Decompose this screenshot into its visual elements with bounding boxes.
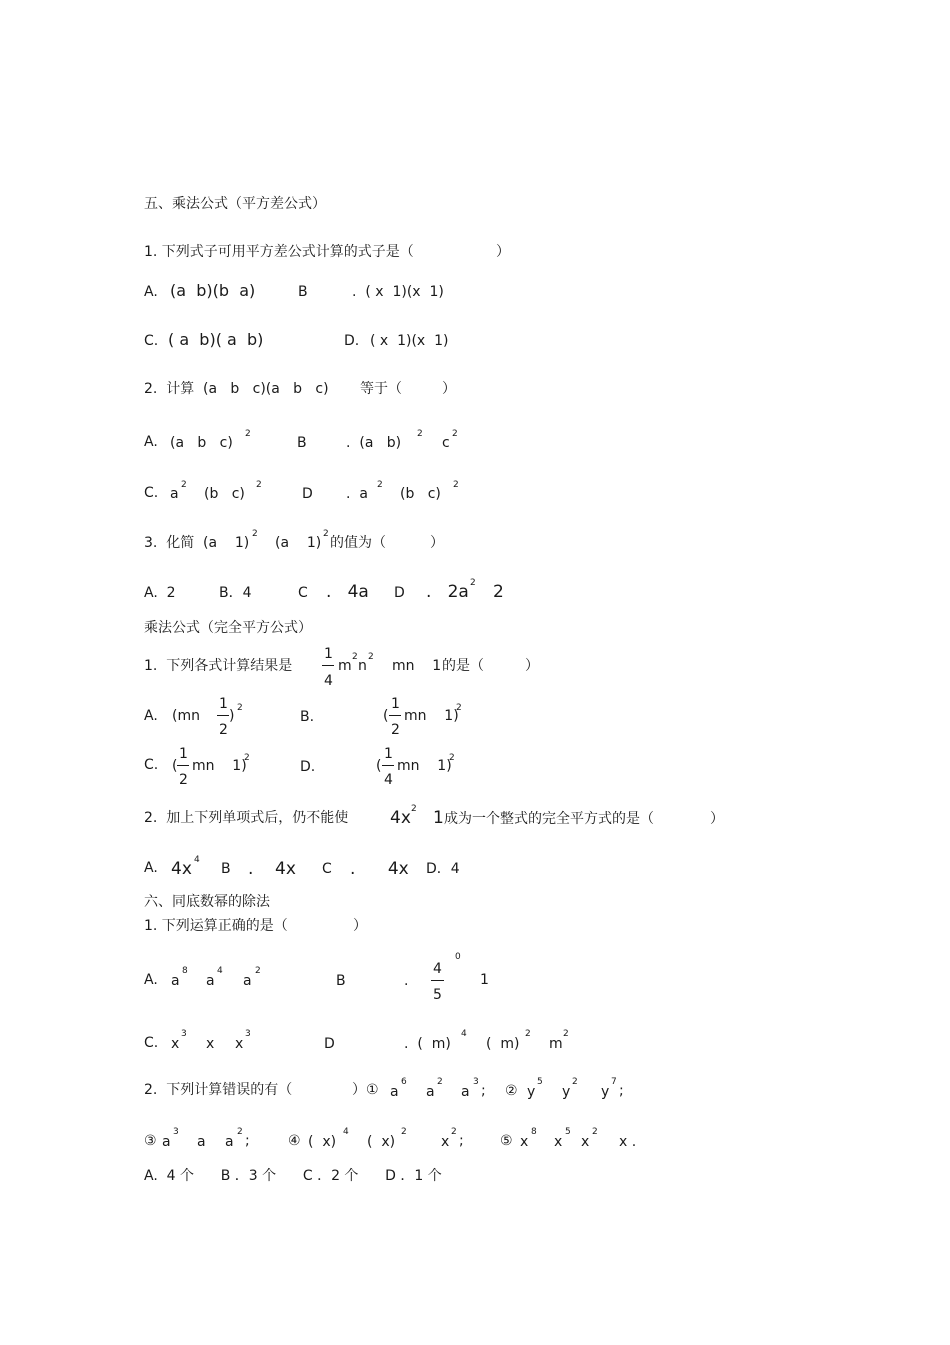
question-math: m [338,658,352,674]
option-label: D. [300,759,316,775]
exponent: 2 [377,480,383,490]
fraction-numerator: 1 [179,746,188,762]
option-math: (b c) [400,486,441,502]
expr-math: a [390,1084,399,1100]
option-label: A. 2 [144,585,176,601]
expr-math: ; [245,1133,250,1149]
option-label: A. [144,972,158,988]
option-math: x [235,1036,244,1052]
fraction-denominator: 5 [433,987,442,1003]
question-stem: 成为一个整式的完全平方式的是（ [444,811,654,827]
expr-math: y [527,1084,536,1100]
expr-math: x [520,1134,529,1150]
exponent: 4 [343,1127,349,1137]
expr-math: ; [459,1133,464,1149]
answer-paren: ） [442,381,456,397]
fraction-bar [177,765,189,766]
question-stem: 的值为（ [330,535,386,551]
section-title: 五、乘法公式（平方差公式） [144,196,326,212]
circled-number: ③ [144,1133,157,1149]
exponent: 2 [452,429,458,439]
fraction-denominator: 4 [324,673,333,689]
exponent: 2 [255,966,261,976]
exponent: 5 [565,1127,571,1137]
option-math: 2 [493,582,504,602]
question-stem: 2. 计算 [144,381,195,397]
option-math: mn 1) [397,758,452,774]
question-stem: 1. 下列运算正确的是（ [144,918,288,934]
exponent: 2 [411,804,417,814]
exponent: 3 [173,1127,179,1137]
exponent: 2 [592,1127,598,1137]
question-stem: 2. 下列计算错误的有（ [144,1082,293,1098]
option-label: B [298,284,308,300]
option-math: ( a b)( a b) [168,330,264,349]
option-label: D [394,585,405,601]
fraction-bar [322,665,334,666]
exponent: 3 [245,1029,251,1039]
exponent: 2 [417,429,423,439]
expr-math: y [562,1084,571,1100]
option-label: A. [144,708,158,724]
question-math: n [358,658,367,674]
fraction-denominator: 2 [219,722,228,738]
option-label: C. [144,485,159,501]
expr-math: a [197,1134,206,1150]
expr-math: x [441,1134,450,1150]
option-math: a [243,973,252,989]
option-math: x [171,1036,180,1052]
option-label: A. [144,284,158,300]
expr-math: x [554,1134,563,1150]
option-label: C. [144,757,159,773]
option-label: B．4 [219,585,252,601]
option-label: A. [144,434,158,450]
option-label: B [336,973,346,989]
option-math: x [206,1036,215,1052]
question-stem: 1. 下列各式计算结果是 [144,658,293,674]
question-stem: 2. 加上下列单项式后，仍不能使 [144,810,349,826]
exponent: 4 [217,966,223,976]
question-math: (a b c)(a b c) [203,381,329,397]
option-math: 4x [171,859,192,879]
fraction-numerator: 4 [433,961,442,977]
option-math: a [170,486,179,502]
option-math: . ( x 1)(x 1) [352,284,444,300]
exponent: 2 [181,480,187,490]
option-math: ( x 1)(x 1) [370,333,449,349]
fraction-numerator: 1 [324,646,333,662]
question-math: (a 1) [203,535,250,551]
question-stem: 等于（ [360,381,402,397]
exponent: 0 [455,952,461,962]
option-label: C. [144,333,159,349]
fraction-bar [431,980,444,981]
expr-math: ; [619,1083,624,1099]
exponent: 2 [401,1127,407,1137]
option-label: D．4 [426,861,460,877]
expr-math: y [601,1084,610,1100]
expr-math: ; [481,1083,486,1099]
option-math: a [206,973,215,989]
exponent: 2 [451,1127,457,1137]
option-math: mn 1) [192,758,247,774]
fraction-denominator: 2 [391,722,400,738]
exponent: 2 [368,652,374,662]
section-title: 六、同底数幂的除法 [144,894,270,910]
exponent: 2 [237,703,243,713]
expr-math: x [581,1134,590,1150]
fraction-bar [382,765,394,766]
section-title: 乘法公式（完全平方公式） [144,620,312,636]
exponent: 2 [449,753,455,763]
option-math: 1 [480,972,489,988]
option-math: . a [346,486,368,502]
question-math: mn 1 [392,658,442,674]
option-math: ( [172,758,178,774]
circled-number: ④ [288,1133,301,1149]
option-math: . ( m) [404,1036,451,1052]
exponent: 2 [252,529,258,539]
exponent: 5 [537,1077,543,1087]
option-label: C [298,585,308,601]
expr-math: a [162,1134,171,1150]
fraction-bar [389,715,401,716]
expr-math: a [461,1084,470,1100]
exponent: 8 [531,1127,537,1137]
option-math: . 4x [350,859,409,879]
exponent: 2 [323,529,329,539]
option-label: B [221,861,231,877]
exponent: 2 [237,1127,243,1137]
question-stem: ）① [352,1082,379,1098]
expr-math: ( x) [308,1134,337,1150]
fraction-numerator: 1 [219,696,228,712]
answer-paren: ） [430,535,444,551]
question-stem: 的是（ [442,658,484,674]
question-math: 1 [433,808,444,828]
option-math: . 4x [248,859,296,879]
expr-math: a [225,1134,234,1150]
answer-paren: ） [710,811,724,827]
exponent: 3 [181,1029,187,1039]
question-math: (a 1) [275,535,322,551]
answer-paren: ） [496,244,510,260]
exponent: 2 [352,652,358,662]
question-math: 4x [390,808,411,828]
exponent: 2 [245,429,251,439]
option-math: a [171,973,180,989]
exponent: 2 [244,753,250,763]
option-label: D [324,1036,335,1052]
option-math: . 4a [326,582,369,602]
question-stem: 3. 化简 [144,535,195,551]
expr-math: ( x) [367,1134,396,1150]
circled-number: ② [505,1083,518,1099]
exponent: 2 [256,480,262,490]
exponent: 2 [437,1077,443,1087]
option-label: A. [144,860,158,876]
question-stem: 1. 下列式子可用平方差公式计算的式子是（ [144,244,414,260]
option-math: m [549,1036,563,1052]
answer-paren: ） [353,918,367,934]
option-math: ( [383,708,389,724]
exponent: 2 [563,1029,569,1039]
option-math: ) [229,708,235,724]
exponent: 2 [453,480,459,490]
option-math: mn 1) [404,708,459,724]
exponent: 3 [473,1077,479,1087]
option-label: D. [344,333,360,349]
exponent: 2 [470,578,476,588]
exponent: 7 [611,1077,617,1087]
option-math: ( [376,758,382,774]
option-math: (mn [172,708,200,724]
exponent: 2 [572,1077,578,1087]
circled-number: ⑤ [500,1133,513,1149]
option-label: B. [300,709,315,725]
option-math: (a b)(b a) [170,281,256,300]
option-math: . (a b) [346,435,402,451]
fraction-denominator: 4 [384,772,393,788]
exponent: 6 [401,1077,407,1087]
exponent: 8 [182,966,188,976]
option-math: . [404,973,409,989]
fraction-numerator: 1 [391,696,400,712]
option-math: (b c) [204,486,245,502]
expr-math: a [426,1084,435,1100]
option-math: . 2a [426,582,469,602]
option-label: B [297,435,307,451]
exponent: 2 [525,1029,531,1039]
exponent: 4 [194,855,200,865]
option-label: C. [144,1035,159,1051]
option-label: C [322,861,332,877]
fraction-denominator: 2 [179,772,188,788]
answer-paren: ） [525,658,539,674]
option-label: D [302,486,313,502]
option-math: c [442,435,450,451]
exponent: 2 [456,703,462,713]
fraction-bar [217,715,229,716]
expr-math: x . [619,1134,637,1150]
option-math: (a b c) [170,435,233,451]
exponent: 4 [461,1029,467,1039]
fraction-numerator: 1 [384,746,393,762]
option-row: A. 4 个 B ．3 个 C ．2 个 D ．1 个 [144,1168,442,1184]
option-math: ( m) [486,1036,520,1052]
